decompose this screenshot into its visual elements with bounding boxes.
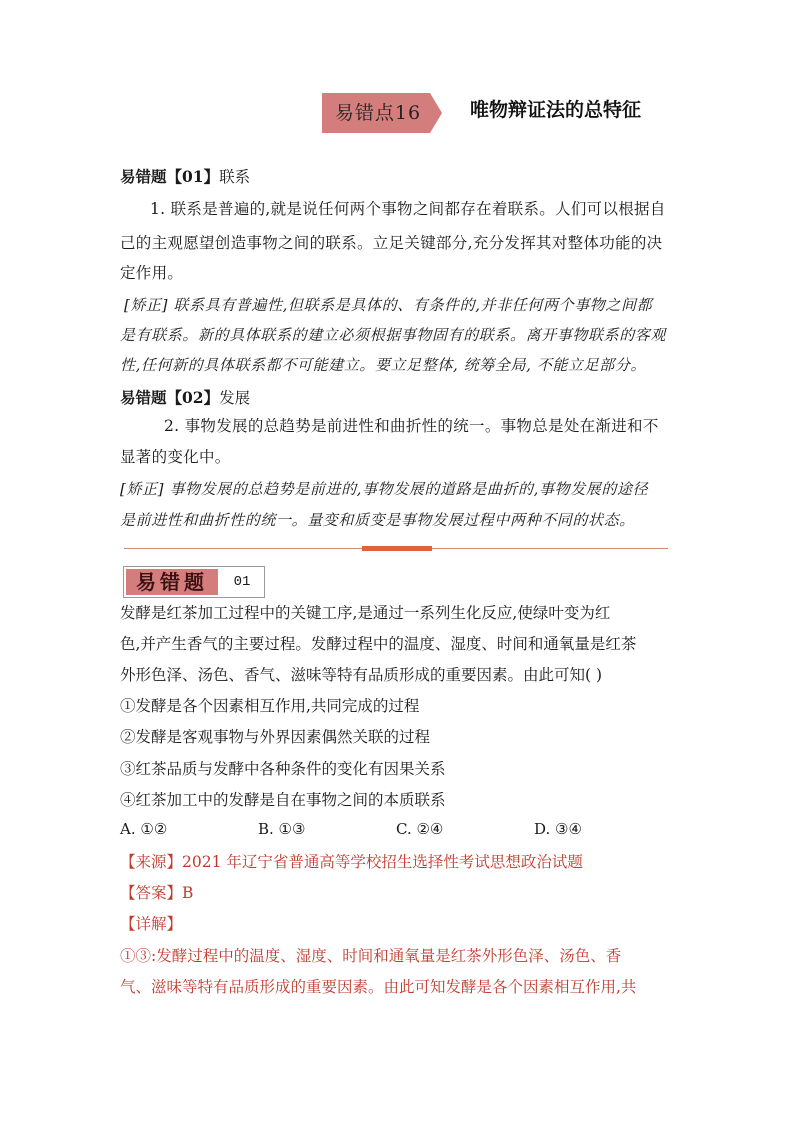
correction-note-line: [矫正] 联系具有普遍性,但联系是具体的、有条件的,并非任何两个事物之间都 — [124, 296, 653, 314]
section-head-label: 易错题【01】 — [120, 167, 220, 186]
section-line: 2. 事物发展的总趋势是前进性和曲折性的统一。事物总是处在渐进和不 — [164, 417, 659, 435]
section-heading-02 — [120, 387, 680, 409]
question-box-label: 易错题 — [126, 569, 218, 595]
question-item: ③红茶品质与发酵中各种条件的变化有因果关系 — [120, 760, 446, 778]
section-head-label: 易错题【02】 — [120, 388, 220, 407]
question-stem-line: 发酵是红茶加工过程中的关键工序,是通过一系列生化反应,使绿叶变为红 — [120, 604, 611, 622]
answer-line — [120, 877, 680, 909]
choice-d: D. ③④ — [534, 820, 582, 838]
question-number: 01 — [233, 574, 251, 590]
divider-accent — [362, 546, 432, 551]
correction-note-line: 是有联系。新的具体联系的建立必须根据事物固有的联系。离开事物联系的客观 — [120, 326, 667, 344]
choice-b: B. ①③ — [258, 820, 306, 838]
question-label-box — [123, 566, 265, 598]
question-item: ④红茶加工中的发酵是自在事物之间的本质联系 — [120, 791, 446, 809]
choice-a: A. ①② — [120, 820, 168, 838]
section-line: 定作用。 — [120, 264, 184, 282]
source-line — [120, 846, 680, 878]
detail-line: ①③:发酵过程中的温度、湿度、时间和通氧量是红茶外形色泽、汤色、香 — [120, 947, 622, 965]
correction-note-line: 性,任何新的具体联系都不可能建立。要立足整体, 统筹全局, 不能立足部分。 — [120, 356, 647, 374]
question-stem-line: 色,并产生香气的主要过程。发酵过程中的温度、湿度、时间和通氧量是红茶 — [120, 635, 637, 653]
question-item: ①发酵是各个因素相互作用,共同完成的过程 — [120, 697, 420, 715]
detail-line: 气、滋味等特有品质形成的重要因素。由此可知发酵是各个因素相互作用,共 — [120, 978, 637, 996]
correction-note-line: [矫正] 事物发展的总趋势是前进的,事物发展的道路是曲折的,事物发展的途径 — [120, 480, 649, 498]
source-label: 【来源】 — [120, 853, 183, 871]
correction-note-line: 是前进性和曲折性的统一。量变和质变是事物发展过程中两种不同的状态。 — [120, 511, 635, 529]
source-text: 2021 年辽宁省普通高等学校招生选择性考试思想政治试题 — [182, 853, 583, 871]
topic-banner — [322, 93, 442, 133]
question-stem-line: 外形色泽、汤色、香气、滋味等特有品质形成的重要因素。由此可知( ) — [120, 666, 603, 684]
answer-text: B — [182, 884, 194, 902]
section-topic: 联系 — [219, 168, 251, 186]
section-topic: 发展 — [219, 389, 251, 407]
section-heading-01 — [120, 166, 680, 188]
section-line: 1. 联系是普遍的,就是说任何两个事物之间都存在着联系。人们可以根据自 — [150, 200, 666, 218]
answer-label: 【答案】 — [120, 884, 183, 902]
choice-c: C. ②④ — [396, 820, 444, 838]
banner-label: 易错点16 — [334, 102, 422, 124]
section-line: 显著的变化中。 — [120, 448, 231, 466]
detail-label: 【详解】 — [120, 915, 183, 933]
section-line: 己的主观愿望创造事物之间的联系。立足关键部分,充分发挥其对整体功能的决 — [120, 234, 663, 252]
question-item: ②发酵是客观事物与外界因素偶然关联的过程 — [120, 728, 431, 746]
page-title: 唯物辩证法的总特征 — [470, 99, 642, 121]
